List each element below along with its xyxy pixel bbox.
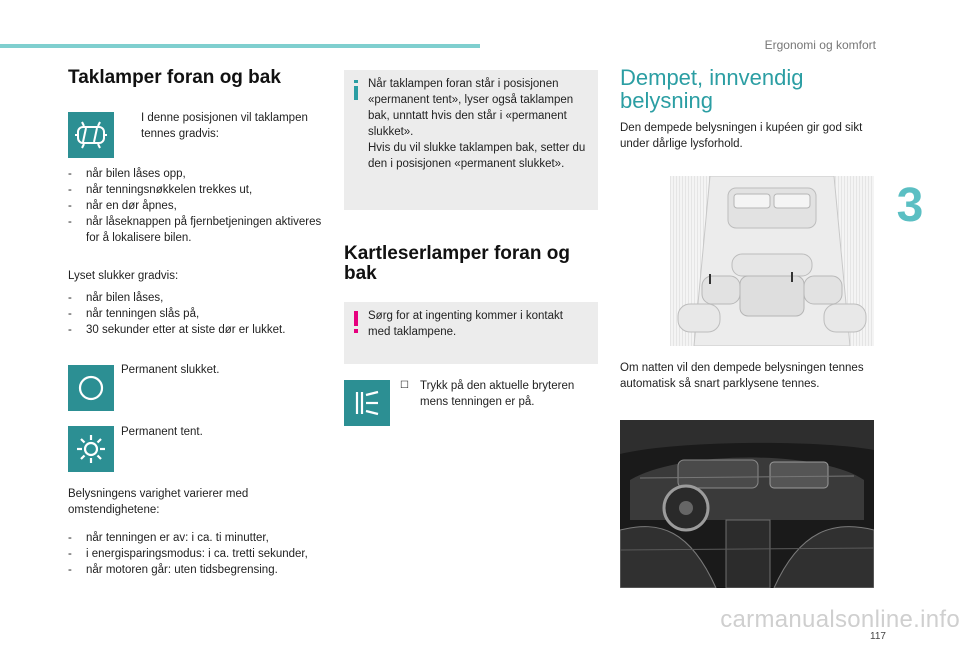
- gradual-on-list: [68, 166, 328, 246]
- ambient-intro: Den dempede belysningen i kupéen gir god sikt under dårlige lysforhold.: [620, 122, 863, 150]
- dome-light-door-icon: [68, 112, 114, 158]
- perm-on-label: Permanent tent.: [121, 426, 203, 438]
- ceiling-console-image: [670, 176, 874, 346]
- list-item: - når tenningen er av: i ca. ti minutter,: [68, 530, 338, 546]
- gradual-off-list: [68, 290, 328, 338]
- gradual-off-text: Lyset slukker gradvis:: [68, 270, 179, 282]
- section-heading-ambient-light: Dempet, innvendig belysning: [620, 65, 804, 113]
- chapter-number: 3: [896, 179, 924, 232]
- light-off-icon: [68, 365, 114, 411]
- duration-list: [68, 530, 338, 578]
- list-item: - 30 sekunder etter at siste dør er lukket.: [68, 322, 328, 338]
- info-text: Når taklampen foran står i posisjonen «permanent tent», lyser også taklampen bak, unntatt hvis den står i «permanent slukket». Hvis du vil slukke taklampen bak, setter du den i posisjonen «permanent slukket».: [368, 78, 586, 170]
- duration-text: Belysningens varighet varierer med omstendighetene:: [68, 488, 249, 516]
- list-item: - når bilen låses,: [68, 290, 328, 306]
- reading-lamp-icon: [344, 380, 390, 426]
- section-title: Ergonomi og komfort: [764, 38, 876, 52]
- step-item: [400, 378, 596, 410]
- info-box: [344, 70, 598, 210]
- night-text: Om natten vil den dempede belysningen tennes automatisk så snart parklysene tennes.: [620, 362, 864, 390]
- warning-icon: [352, 311, 360, 338]
- list-item: - når tenningen slås på,: [68, 306, 328, 322]
- warning-text: Sørg for at ingenting kommer i kontakt med taklampene.: [368, 310, 563, 338]
- step-text: Trykk på den aktuelle bryteren mens tenningen er på.: [420, 380, 575, 408]
- gradual-on-text: I denne posisjonen vil taklampen tennes gradvis:: [141, 112, 308, 140]
- list-item: - når tenningsnøkkelen trekkes ut,: [68, 182, 328, 198]
- header-accent-bar: [0, 44, 480, 48]
- step-marker-icon: ☐: [400, 380, 409, 391]
- warning-box: [344, 302, 598, 364]
- list-item: - når bilen låses opp,: [68, 166, 328, 182]
- page-title: Taklamper foran og bak: [68, 67, 281, 88]
- watermark: carmanualsonline.info: [720, 606, 960, 633]
- list-item: - når en dør åpnes,: [68, 198, 328, 214]
- list-item: - når låseknappen på fjernbetjeningen aktiveres for å lokalisere bilen.: [68, 214, 328, 246]
- list-item: - i energisparingsmodus: i ca. tretti sekunder,: [68, 546, 338, 562]
- light-on-icon: [68, 426, 114, 472]
- info-icon: [352, 80, 360, 105]
- section-heading-reading-lamps: Kartleserlamper foran og bak: [344, 243, 570, 284]
- interior-night-image: [620, 420, 874, 588]
- list-item: - når motoren går: uten tidsbegrensing.: [68, 562, 338, 578]
- perm-off-label: Permanent slukket.: [121, 364, 220, 376]
- page-number: 117: [870, 631, 886, 642]
